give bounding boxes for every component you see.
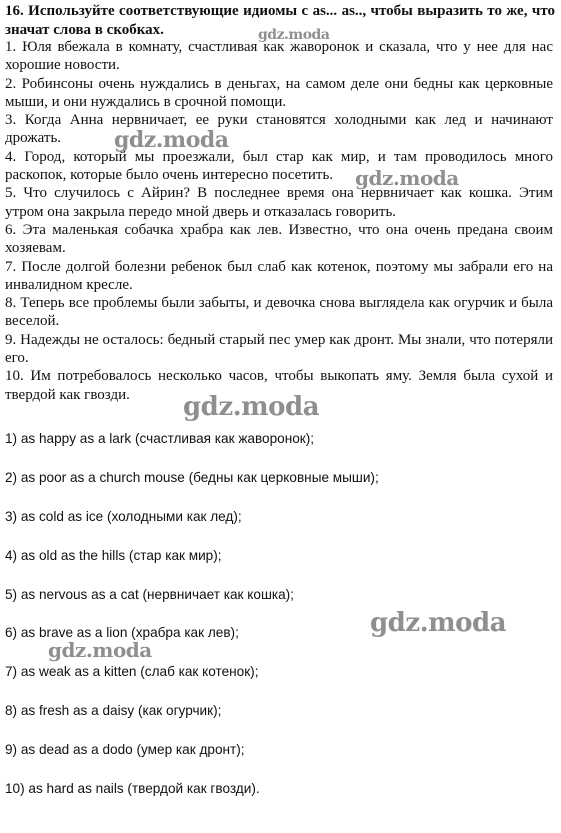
answer-item: 10) as hard as nails (твердой как гвозди).	[5, 781, 260, 797]
answer-item: 2) as poor as a church mouse (бедны как церковные мыши);	[5, 469, 379, 485]
sentence-item: 4. Город, который мы проезжали, был стар как мир, и там проводилось много раскопок, которые было очень интересно посетить.	[5, 148, 553, 184]
watermark: gdz.moda	[183, 392, 320, 422]
sentence-item: 6. Эта маленькая собачка храбра как лев. Известно, что она очень предана своим хозяевам.	[5, 221, 553, 257]
answer-item: 5) as nervous as a cat (нервничает как кошка);	[5, 586, 294, 602]
sentence-item: 5. Что случилось с Айрин? В последнее время она нервничает как кошка. Этим утром она закрыла передо мной дверь и отказалась говорить.	[5, 185, 553, 220]
answer-item: 7) as weak as a kitten (слаб как котенок);	[5, 664, 259, 680]
answer-item: 9) as dead as a dodo (умер как дронт);	[5, 742, 245, 758]
task-heading: 16. Используйте соответствующие идиомы с as... as.., чтобы выразить то же, что значат слова в скобках.	[5, 3, 555, 38]
watermark: gdz.moda	[114, 127, 229, 153]
sentence-list	[5, 38, 553, 404]
answer-item: 1) as happy as a lark (счастливая как жаворонок);	[5, 431, 315, 446]
answer-item: 6) as brave as a lion (храбра как лев);	[5, 625, 239, 641]
sentence-item: 1. Юля вбежала в комнату, счастливая как жаворонок и сказала, что у нее для нас хорошие новости.	[5, 39, 553, 74]
watermark: gdz.moda	[355, 166, 459, 190]
answer-item: 4) as old as the hills (стар как мир);	[5, 547, 222, 563]
sentence-item: 8. Теперь все проблемы были забыты, и девочка снова выглядела как огурчик и была веселой.	[5, 295, 553, 330]
sentence-item: 2. Робинсоны очень нуждались в деньгах, на самом деле они бедны как церковные мыши, и они нуждались в срочной помощи.	[5, 75, 553, 110]
watermark: gdz.moda	[370, 608, 507, 638]
watermark: gdz.moda	[258, 27, 330, 43]
answer-item: 3) as cold as ice (холодными как лед);	[5, 508, 242, 524]
sentence-item: 9. Надежды не осталось: бедный старый пес умер как дронт. Мы знали, что потеряли его.	[5, 331, 553, 367]
sentence-item: 10. Им потребовалось несколько часов, чтобы выкопать яму. Земля была сухой и твердой как гвозди.	[5, 368, 553, 403]
watermark: gdz.moda	[48, 638, 152, 662]
sentence-item: 7. После долгой болезни ребенок был слаб как котенок, поэтому мы забрали его на инвалидном кресле.	[5, 258, 553, 293]
answer-item: 8) as fresh as a daisy (как огурчик);	[5, 703, 222, 719]
sentence-item: 3. Когда Анна нервничает, ее руки становятся холодными как лед и начинают дрожать.	[5, 112, 553, 147]
